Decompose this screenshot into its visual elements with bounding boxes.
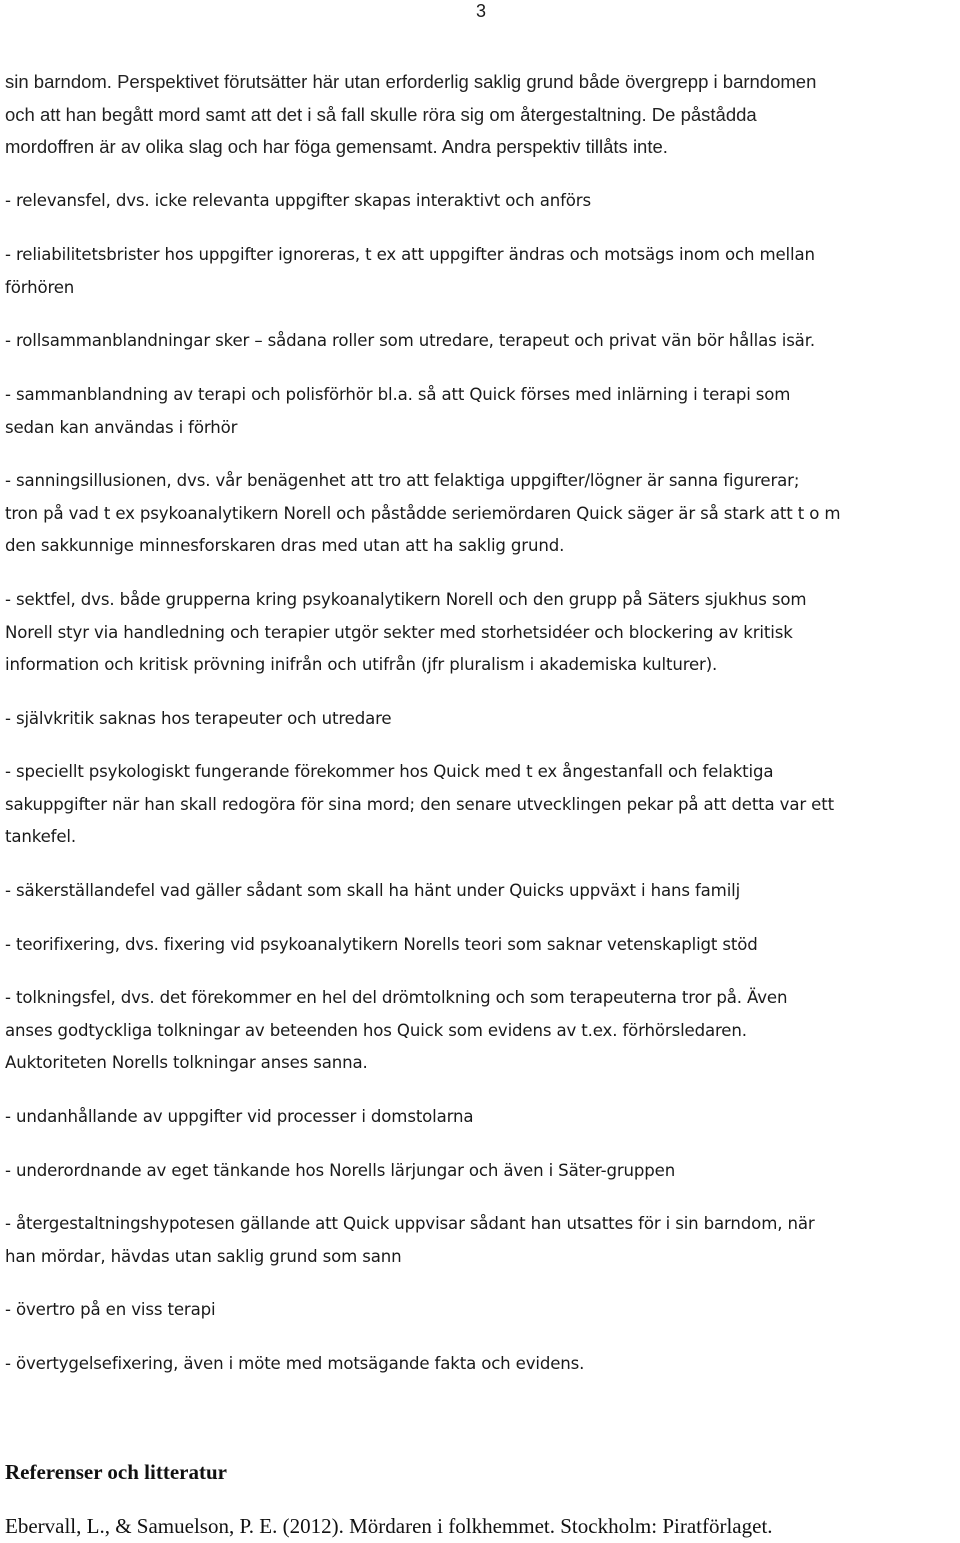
- text-line: - relevansfel, dvs. icke relevanta uppgifter skapas interaktivt och anförs: [5, 191, 591, 210]
- page-number: 3: [476, 1, 487, 21]
- list-item-overtygelsefixering: [5, 1348, 957, 1381]
- text-line: - teorifixering, dvs. fixering vid psykoanalytikern Norells teori som saknar vetenskapligt stöd: [5, 935, 758, 954]
- list-item-underordnande: [5, 1155, 957, 1188]
- list-item-sammanblandning: [5, 379, 957, 444]
- text-line: han mördar, hävdas utan saklig grund som sann: [5, 1246, 402, 1266]
- text-line: - sektfel, dvs. både grupperna kring psykoanalytikern Norell och den grupp på Säters sjukhus som: [5, 590, 807, 609]
- list-item-undanhallande: [5, 1101, 957, 1134]
- list-item-sektfel: [5, 584, 957, 682]
- text-line: den sakkunnige minnesforskaren dras med utan att ha saklig grund.: [5, 536, 565, 555]
- text-line: Norell styr via handledning och terapier utgör sekter med storhetsidéer och blockering av kritisk: [5, 622, 793, 642]
- text-line: - säkerställandefel vad gäller sådant som skall ha hänt under Quicks uppväxt i hans familj: [5, 881, 741, 900]
- list-item-sjalvkritik: [5, 703, 957, 736]
- list-item-atergestaltningshypotesen: [5, 1208, 957, 1273]
- text-line: - speciellt psykologiskt fungerande förekommer hos Quick med t ex ångestanfall och felaktiga: [5, 762, 774, 781]
- list-item-tolkningsfel: [5, 982, 957, 1080]
- references-heading: Referenser och litteratur: [5, 1460, 227, 1484]
- list-item-rollsammanblandningar: [5, 325, 957, 358]
- text-line: - övertygelsefixering, även i möte med motsägande fakta och evidens.: [5, 1354, 585, 1373]
- text-line: förhören: [5, 277, 75, 297]
- text-line: - undanhållande av uppgifter vid processer i domstolarna: [5, 1107, 474, 1126]
- text-line: - självkritik saknas hos terapeuter och utredare: [5, 709, 392, 728]
- text-line: - tolkningsfel, dvs. det förekommer en hel del drömtolkning och som terapeuterna tror på. Även: [5, 988, 788, 1007]
- text-line: information och kritisk prövning inifrån och utifrån (jfr pluralism i akademiska kulturer).: [5, 655, 718, 674]
- text-line: - övertro på en viss terapi: [5, 1300, 216, 1319]
- list-item-reliabilitetsbrister: [5, 239, 957, 304]
- text-line: - återgestaltningshypotesen gällande att Quick uppvisar sådant han utsattes för i sin barndom, när: [5, 1214, 815, 1233]
- text-line: sin barndom. Perspektivet förutsätter här utan erforderlig saklig grund både övergrepp i barndomen: [5, 71, 817, 92]
- list-item-relevansfel: [5, 185, 957, 218]
- text-line: - underordnande av eget tänkande hos Norells lärjungar och även i Säter-gruppen: [5, 1161, 676, 1180]
- text-line: - sanningsillusionen, dvs. vår benägenhet att tro att felaktiga uppgifter/lögner är sanna figurerar;: [5, 471, 800, 490]
- text-line: - sammanblandning av terapi och polisförhör bl.a. så att Quick förses med inlärning i terapi som: [5, 385, 791, 404]
- list-item-sakerstallandefel: [5, 875, 957, 908]
- text-line: Auktoriteten Norells tolkningar anses sanna.: [5, 1053, 368, 1072]
- text-line: tankefel.: [5, 827, 77, 846]
- text-line: mordoffren är av olika slag och har föga gemensamt. Andra perspektiv tillåts inte.: [5, 136, 668, 157]
- list-item-sanningsillusionen: [5, 465, 957, 563]
- list-item-overtro: [5, 1294, 957, 1327]
- reference-entry: Ebervall, L., & Samuelson, P. E. (2012). Mördaren i folkhemmet. Stockholm: Piratförlaget.: [5, 1514, 773, 1538]
- paragraph-intro: [5, 66, 957, 164]
- list-item-teorifixering: [5, 929, 957, 962]
- text-line: anses godtyckliga tolkningar av beteenden hos Quick som evidens av t.ex. förhörsledaren.: [5, 1020, 747, 1040]
- text-line: sedan kan användas i förhör: [5, 417, 238, 437]
- text-line: - reliabilitetsbrister hos uppgifter ignoreras, t ex att uppgifter ändras och motsägs inom och mellan: [5, 245, 815, 264]
- text-line: tron på vad t ex psykoanalytikern Norell och påstådde seriemördaren Quick säger är så stark att t o m: [5, 503, 841, 523]
- text-line: - rollsammanblandningar sker – sådana roller som utredare, terapeut och privat vän bör hållas isär.: [5, 331, 815, 350]
- text-line: sakuppgifter när han skall redogöra för sina mord; den senare utvecklingen pekar på att detta var ett: [5, 794, 834, 814]
- list-item-speciellt-psykologiskt: [5, 756, 957, 854]
- text-line: och att han begått mord samt att det i så fall skulle röra sig om återgestaltning. De påstådda: [5, 103, 757, 125]
